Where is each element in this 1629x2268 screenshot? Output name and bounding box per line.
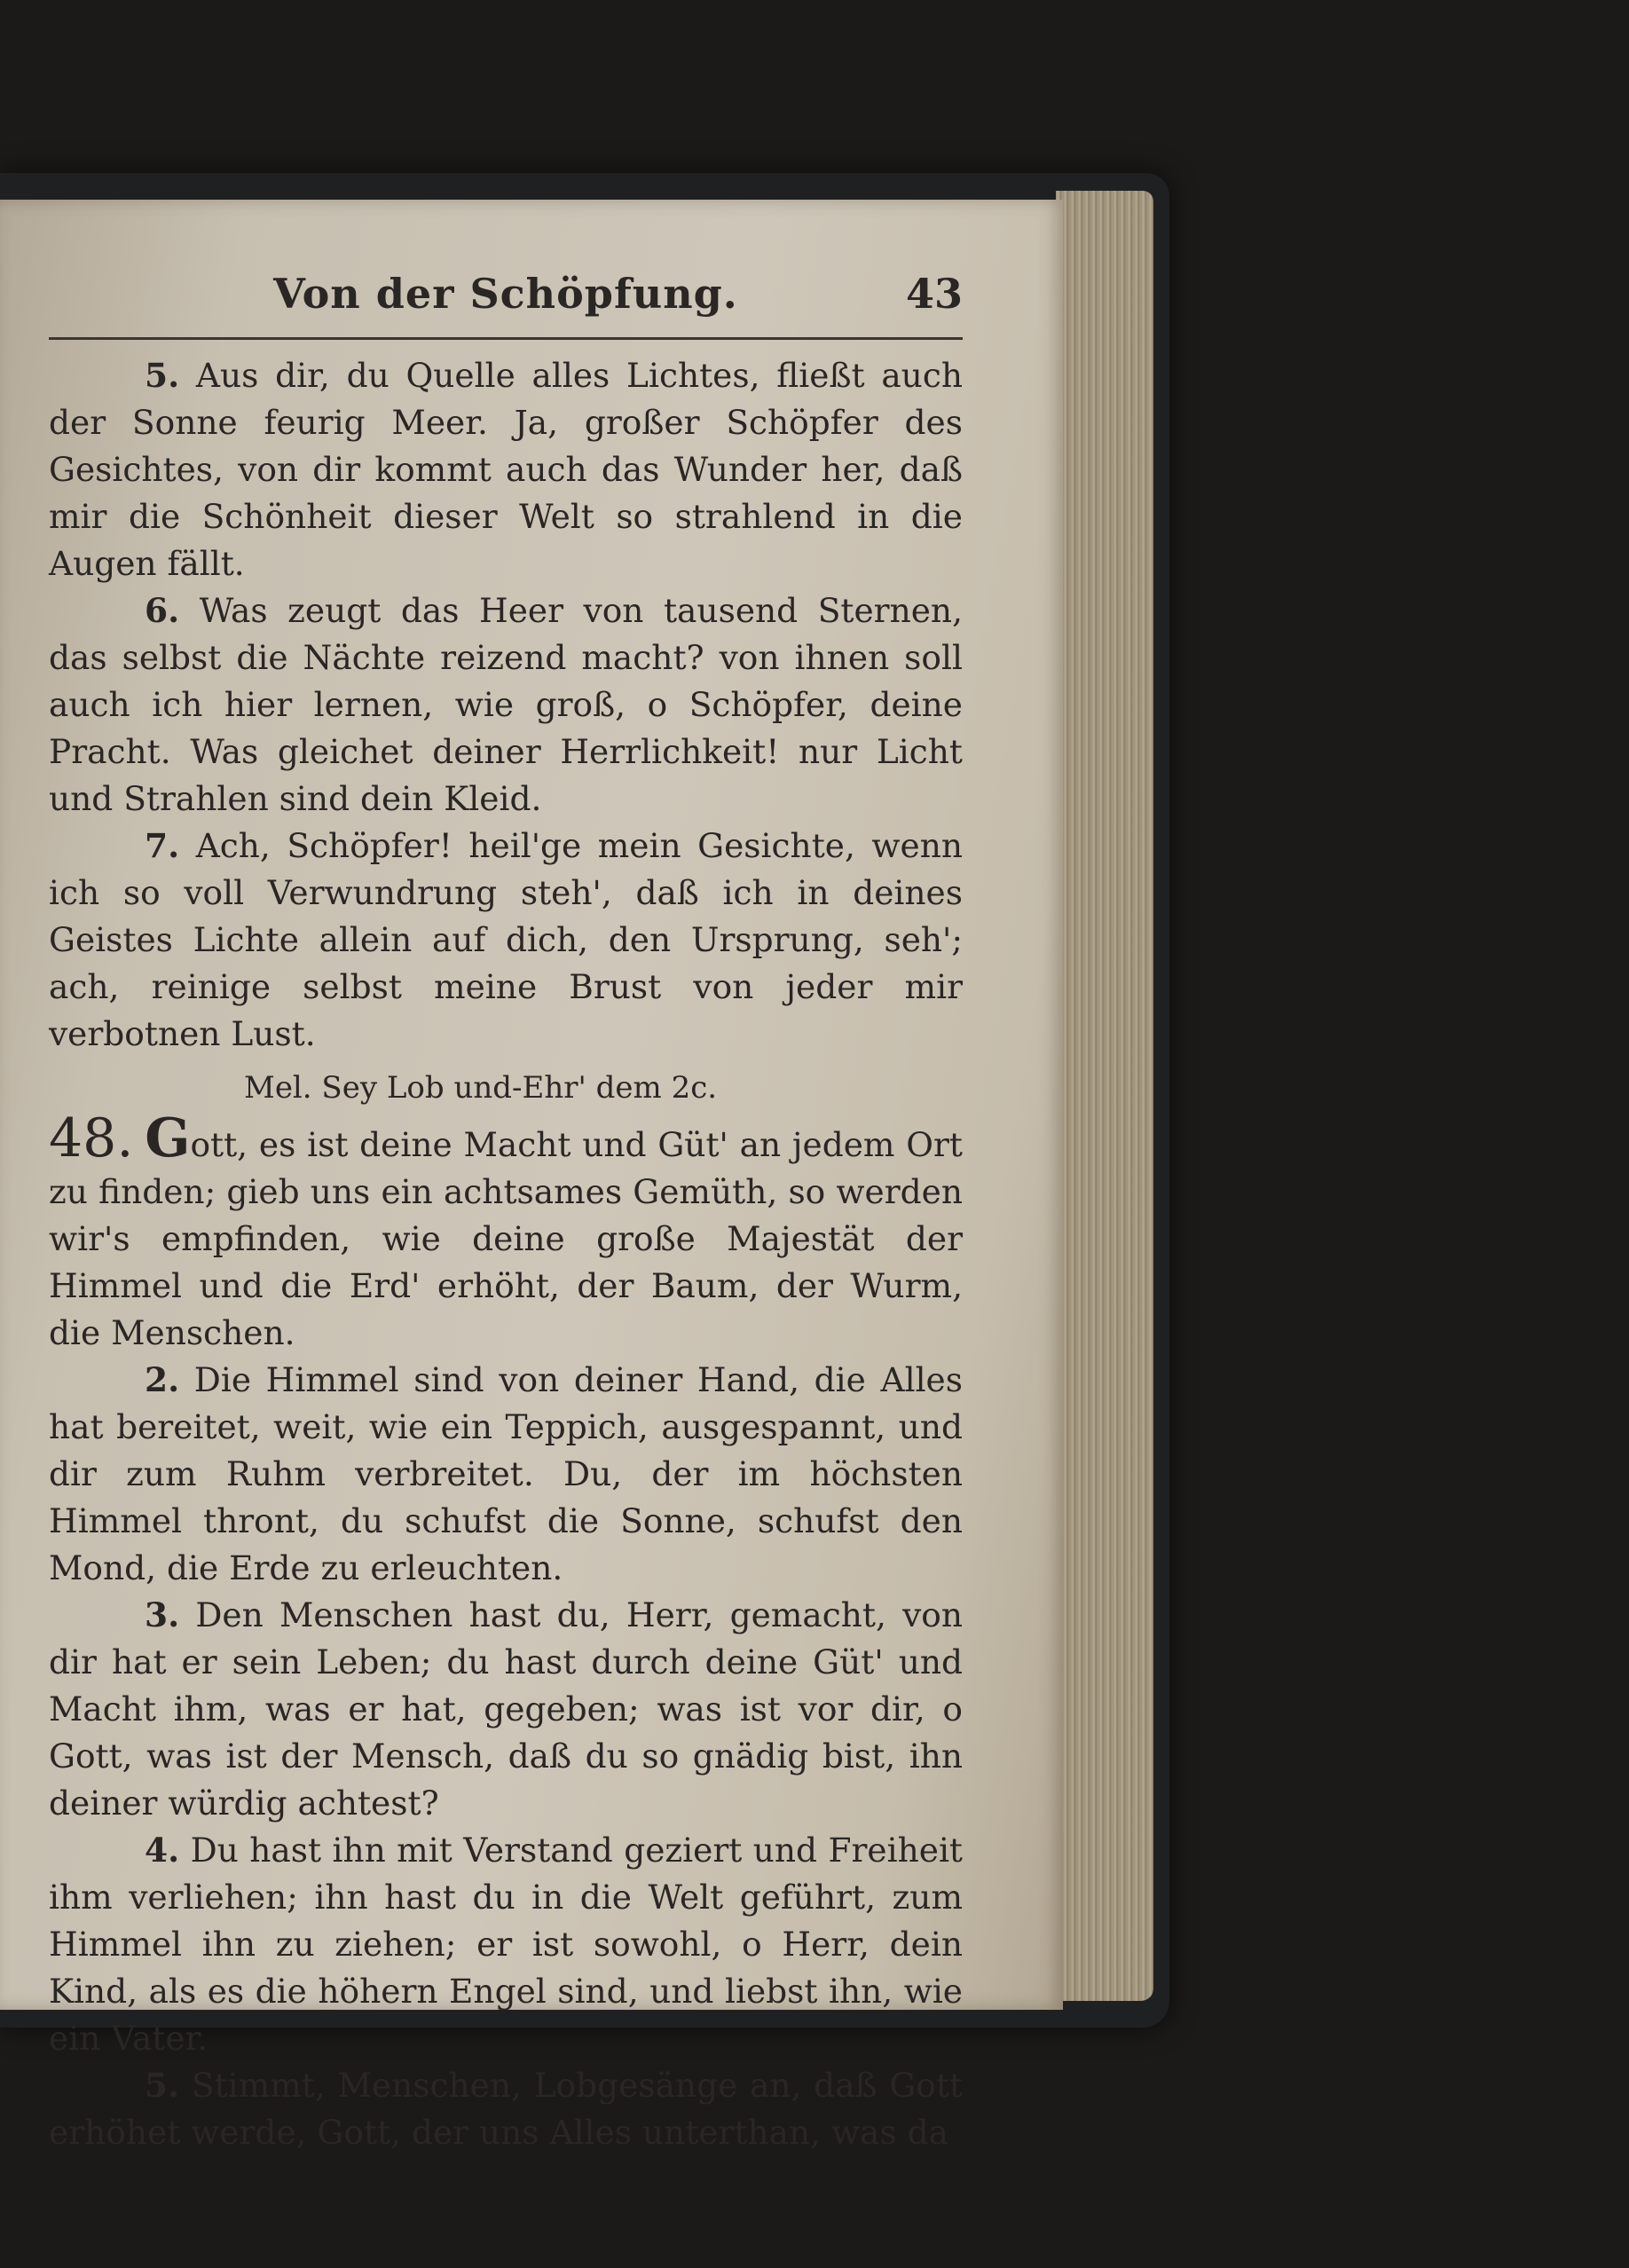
verse-text: Die Himmel sind von deiner Hand, die Alles hat bereitet, weit, wie ein Teppich, ausgespannt, und dir zum Ruhm verbreitet. Du, der im höchsten Himmel thront, du schufst die Sonne, schufst den Mond, die Erde zu erleuchten. (49, 1360, 963, 1587)
verse-number: 6. (145, 591, 180, 630)
hymn-48-verse-4 (49, 1827, 963, 2062)
verse-text: Du hast ihn mit Verstand geziert und Freiheit ihm verliehen; ihn hast du in die Welt geführt, zum Himmel ihn zu ziehen; er ist sowohl, o Herr, dein Kind, als es die höhern Engel sind, und liebst ihn, wie ein Vater. (49, 1831, 964, 2058)
book-page (0, 200, 1063, 2152)
verse-number: 3. (145, 1595, 180, 1634)
page-edges (1056, 191, 1153, 2001)
melody-line: Mel. Sey Lob und-Ehr' dem 2c. (244, 1070, 718, 1106)
hymn-48-verse-5 (49, 2062, 963, 2156)
verse-number: 5. (145, 2066, 180, 2105)
hymn-48-verse-1 (49, 1107, 963, 1357)
verse-6 (49, 587, 963, 823)
verse-text: Ach, Schöpfer! heil'ge mein Gesichte, wenn ich so voll Verwundrung steh', daß ich in deines Geistes Lichte allein auf dich, den Ursprung, seh'; ach, reinige selbst meine Brust von jeder mir verbotnen Lust. (49, 826, 963, 1053)
verse-number: 7. (145, 826, 180, 865)
verse-7 (49, 823, 963, 1058)
verse-number: 4. (145, 1831, 180, 1870)
verse-text: ott, es ist deine Macht und Güt' an jedem Ort zu finden; gieb uns ein achtsames Gemüth, so werden wir's empfinden, wie deine große Majestät der Himmel und die Erd' erhöht, der Baum, der Wurm, die Menschen. (49, 1125, 963, 1352)
hymn-48-verse-3 (49, 1592, 963, 1827)
hymn-48-verse-2 (49, 1357, 963, 1592)
verse-text: Stimmt, Menschen, Lobgesänge an, daß Gott erhöhet werde, Gott, der uns Alles unterthan, was da (49, 2066, 964, 2152)
verse-number: 5. (145, 356, 180, 395)
header-rule (49, 337, 963, 340)
verse-text: Den Menschen hast du, Herr, gemacht, von dir hat er sein Leben; du hast durch deine Güt' und Macht ihm, was er hat, gegeben; was ist vor dir, o Gott, was ist der Mensch, daß du so gnädig bist, ihn deiner würdig achtest? (49, 1595, 963, 1823)
initial-letter: G (145, 1107, 191, 1169)
running-title: Von der Schöpfung. (273, 270, 738, 318)
verse-number: 2. (145, 1360, 180, 1399)
verse-5 (49, 352, 963, 587)
hymn-number: 48. (49, 1107, 134, 1169)
verse-text: Aus dir, du Quelle alles Lichtes, fließt auch der Sonne feurig Meer. Ja, großer Schöpfer des Gesichtes, von dir kommt auch das Wunder her, daß mir die Schönheit dieser Welt so strahlend in die Augen fällt. (49, 356, 963, 583)
page-number: 43 (905, 270, 963, 318)
running-head (49, 266, 963, 337)
page-content (49, 266, 963, 2156)
verse-text: Was zeugt das Heer von tausend Sternen, das selbst die Nächte reizend macht? von ihnen soll auch ich hier lernen, wie groß, o Schöpfer, deine Pracht. Was gleichet deiner Herrlichkeit! nur Licht und Strahlen sind dein Kleid. (49, 591, 963, 818)
